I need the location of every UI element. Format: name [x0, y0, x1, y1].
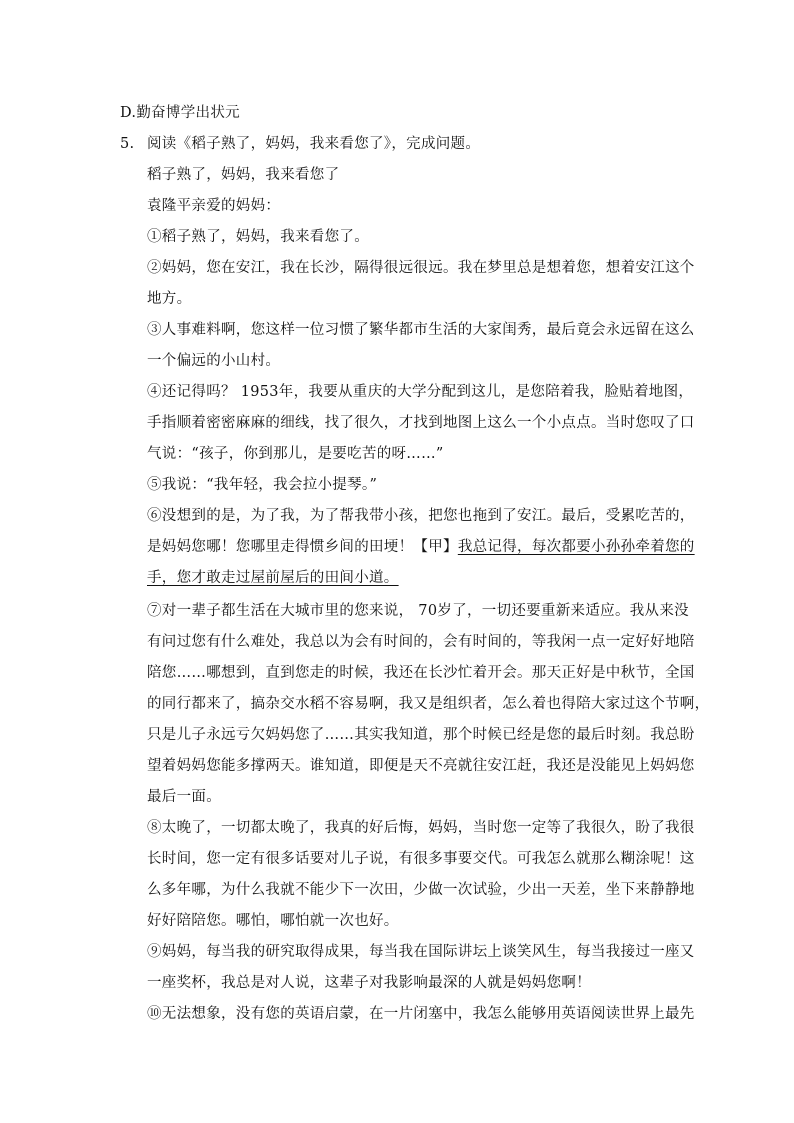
paragraph-line: 地方。: [147, 291, 192, 307]
paragraph-line: ⑦对一辈子都生活在大城市里的您来说， 70岁了，一切还要重新来适应。我从来没: [147, 603, 689, 619]
paragraph-line: 手指顺着密密麻麻的细线，找了很久，才找到地图上这么一个小点点。当时您叹了口: [147, 415, 695, 431]
paragraph-line: ⑥没想到的是，为了我，为了帮我带小孩，把您也拖到了安江。最后，受累吃苦的，: [147, 508, 695, 524]
paragraph-line: 陪您……哪想到，直到您走的时候，我还在长沙忙着开会。那天正好是中秋节，全国: [147, 665, 695, 681]
paragraph-line: ②妈妈，您在安江，我在长沙，隔得很远很远。我在梦里总是想着您，想着安江这个: [147, 260, 695, 276]
paragraph-line: 长时间，您一定有很多话要对儿子说，有很多事要交代。可我怎么就那么糊涂呢！这: [147, 851, 695, 867]
paragraph-line: ⑨妈妈，每当我的研究取得成果，每当我在国际讲坛上谈笑风生，每当我接过一座又: [147, 944, 695, 960]
paragraph-line: 一个偏远的小山村。: [147, 353, 281, 369]
paragraph-line-jia: [147, 537, 695, 557]
paragraph-line: 么多年哪，为什么我就不能少下一次田，少做一次试验，少出一天差，坐下来静静地: [147, 882, 695, 898]
paragraph-line: ③人事难料啊，您这样一位习惯了繁华都市生活的大家闺秀，最后竟会永远留在这么: [147, 322, 695, 338]
paragraph-line: 的同行都来了，搞杂交水稻不容易啊，我又是组织者，怎么着也得陪大家过这个节啊，: [147, 696, 710, 712]
option-d: D.勤奋博学出状元: [120, 105, 240, 121]
paragraph-line: ①稻子熟了，妈妈，我来看您了。: [147, 229, 369, 245]
question-number: 5.: [120, 136, 135, 152]
paragraph-line: 一座奖杯，我总是对人说，这辈子对我影响最深的人就是妈妈您啊！: [147, 975, 591, 991]
paragraph-line: 好好陪陪您。哪怕，哪怕就一次也好。: [147, 913, 399, 929]
paragraph-line: 最后一面。: [147, 789, 221, 805]
paragraph-line: ⑩无法想象，没有您的英语启蒙，在一片闭塞中，我怎么能够用英语阅读世界上最先: [147, 1006, 695, 1022]
paragraph-line-jia-cont: [147, 568, 399, 588]
paragraph-line: ④还记得吗？ 1953年，我要从重庆的大学分配到这儿，是您陪着我，脸贴着地图，: [147, 384, 694, 400]
article-salutation: 袁隆平亲爱的妈妈：: [147, 198, 281, 214]
paragraph-line: 气说：“孩子，你到那儿，是要吃苦的呀……”: [147, 446, 444, 462]
article-title: 稻子熟了，妈妈，我来看您了: [147, 167, 340, 183]
jia-plain-text: 是妈妈您哪！您哪里走得惯乡间的田埂！【甲】: [147, 539, 458, 555]
paragraph-line: 望着妈妈您能多撑两天。谁知道，即便是天不亮就往安江赶，我还是没能见上妈妈您: [147, 758, 695, 774]
question-prompt: 阅读《稻子熟了，妈妈，我来看您了》，完成问题。: [147, 136, 481, 152]
paragraph-line: 只是儿子永远亏欠妈妈您了……其实我知道，那个时候已经是您的最后时刻。我总盼: [147, 727, 695, 743]
paragraph-line: ⑤我说：“我年轻，我会拉小提琴。”: [147, 477, 378, 493]
paragraph-line: ⑧太晚了，一切都太晚了，我真的好后悔，妈妈，当时您一定等了我很久，盼了我很: [147, 820, 695, 836]
paragraph-line: 有问过您有什么难处，我总以为会有时间的，会有时间的，等我闲一点一定好好地陪: [147, 634, 695, 650]
jia-underlined-text: 手，您才敢走过屋前屋后的田间小道。: [147, 570, 399, 586]
jia-underlined-text: 我总记得，每次都要小孙孙牵着您的: [457, 539, 695, 555]
